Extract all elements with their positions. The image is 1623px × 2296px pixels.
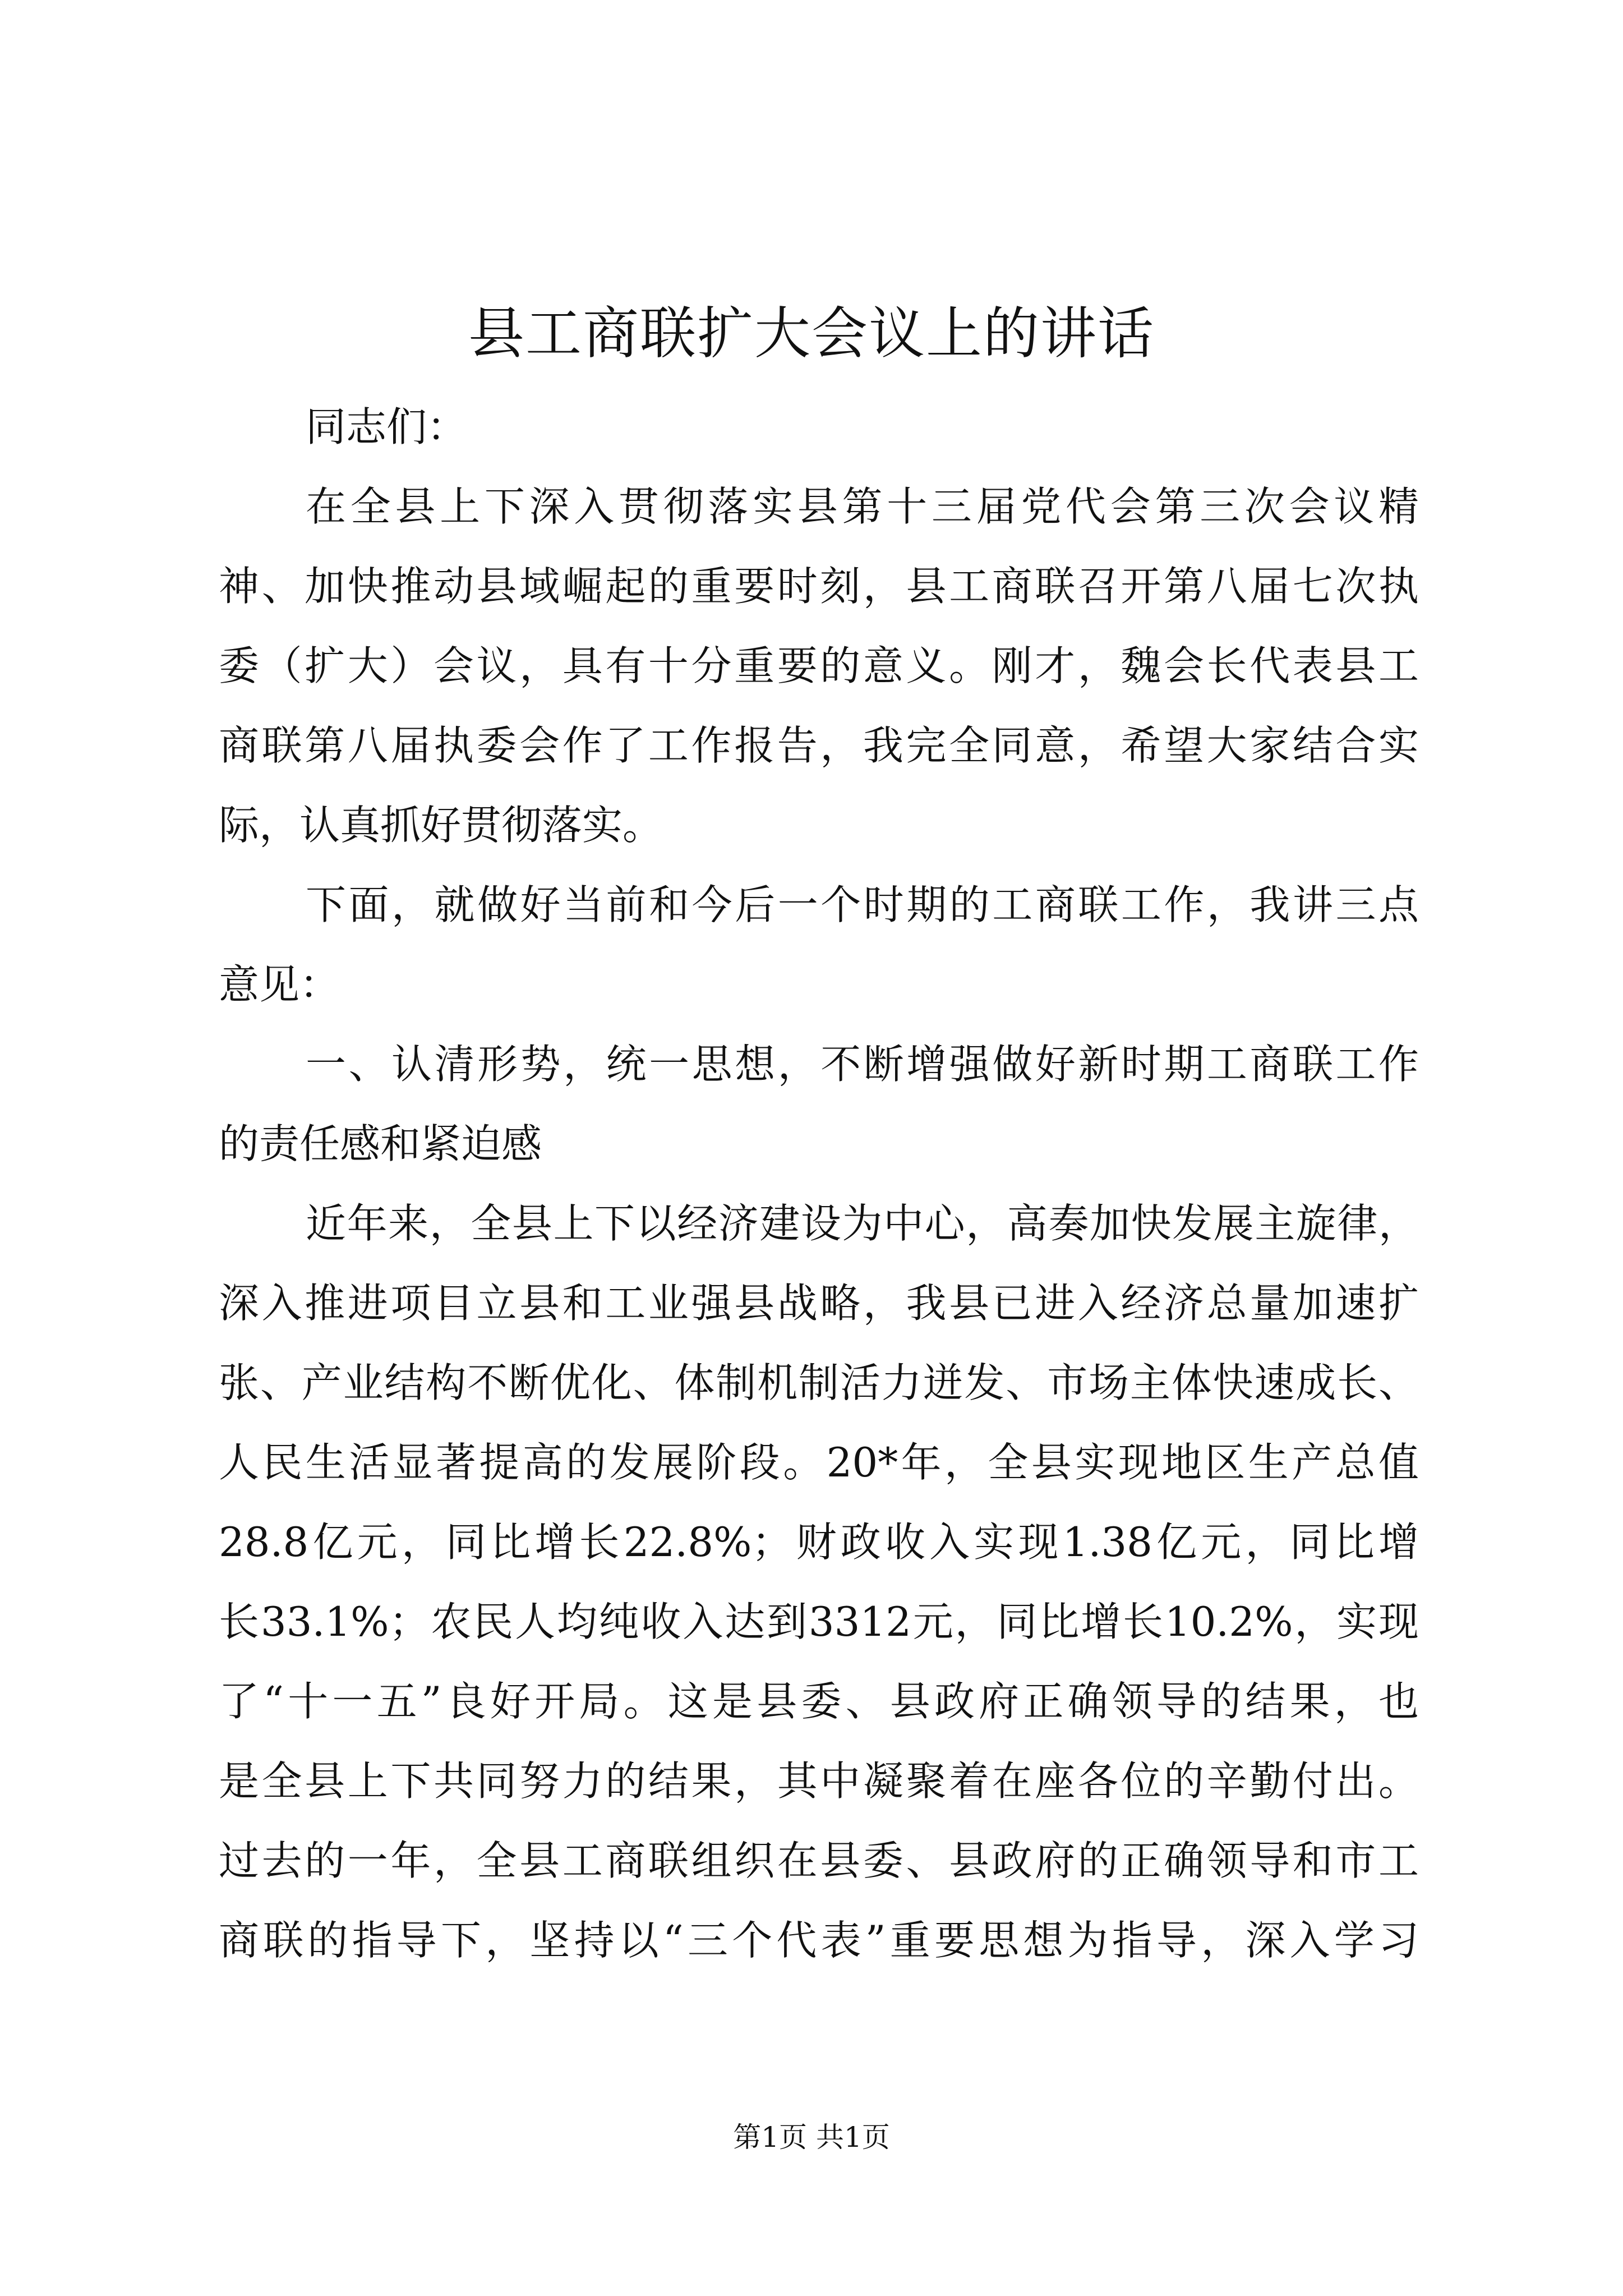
page-number-footer: 第1页 共1页 bbox=[733, 2121, 890, 2154]
body-line: 了“十一五”良好开局。这是县委、县政府正确领导的结果，也 bbox=[219, 1678, 1419, 1725]
body-line: 近年来，全县上下以经济建设为中心，高奏加快发展主旋律， bbox=[306, 1200, 1419, 1247]
body-line: 下面，就做好当前和今后一个时期的工商联工作，我讲三点 bbox=[306, 881, 1419, 928]
body-line: 商联的指导下，坚持以“三个代表”重要思想为指导，深入学习 bbox=[219, 1917, 1419, 1964]
section-heading-line: 一、认清形势，统一思想，不断增强做好新时期工商联工作 bbox=[306, 1041, 1419, 1088]
body-line: 意见： bbox=[219, 961, 340, 1008]
document-title: 县工商联扩大会议上的讲话 bbox=[468, 301, 1155, 366]
body-line: 人民生活显著提高的发展阶段。20*年，全县实现地区生产总值 bbox=[219, 1439, 1419, 1486]
body-line: 过去的一年，全县工商联组织在县委、县政府的正确领导和市工 bbox=[219, 1837, 1419, 1884]
body-line: 张、产业结构不断优化、体制机制活力迸发、市场主体快速成长、 bbox=[219, 1359, 1419, 1406]
body-line: 长33.1%；农民人均纯收入达到3312元，同比增长10.2%，实现 bbox=[219, 1598, 1419, 1645]
body-line: 际，认真抓好贯彻落实。 bbox=[219, 802, 663, 849]
body-line: 委（扩大）会议，具有十分重要的意义。刚才，魏会长代表县工 bbox=[219, 642, 1419, 689]
body-line: 28.8亿元，同比增长22.8%；财政收入实现1.38亿元，同比增 bbox=[219, 1519, 1419, 1566]
salutation-line: 同志们： bbox=[306, 403, 468, 450]
document-body bbox=[219, 387, 1419, 1980]
body-line: 神、加快推动县域崛起的重要时刻，县工商联召开第八届七次执 bbox=[219, 563, 1419, 610]
body-line: 深入推进项目立县和工业强县战略，我县已进入经济总量加速扩 bbox=[219, 1280, 1419, 1327]
section-heading-line: 的责任感和紧迫感 bbox=[219, 1120, 542, 1167]
body-line: 商联第八届执委会作了工作报告，我完全同意，希望大家结合实 bbox=[219, 722, 1419, 769]
body-line: 是全县上下共同努力的结果，其中凝聚着在座各位的辛勤付出。 bbox=[219, 1757, 1419, 1805]
body-line: 在全县上下深入贯彻落实县第十三届党代会第三次会议精 bbox=[306, 483, 1419, 530]
